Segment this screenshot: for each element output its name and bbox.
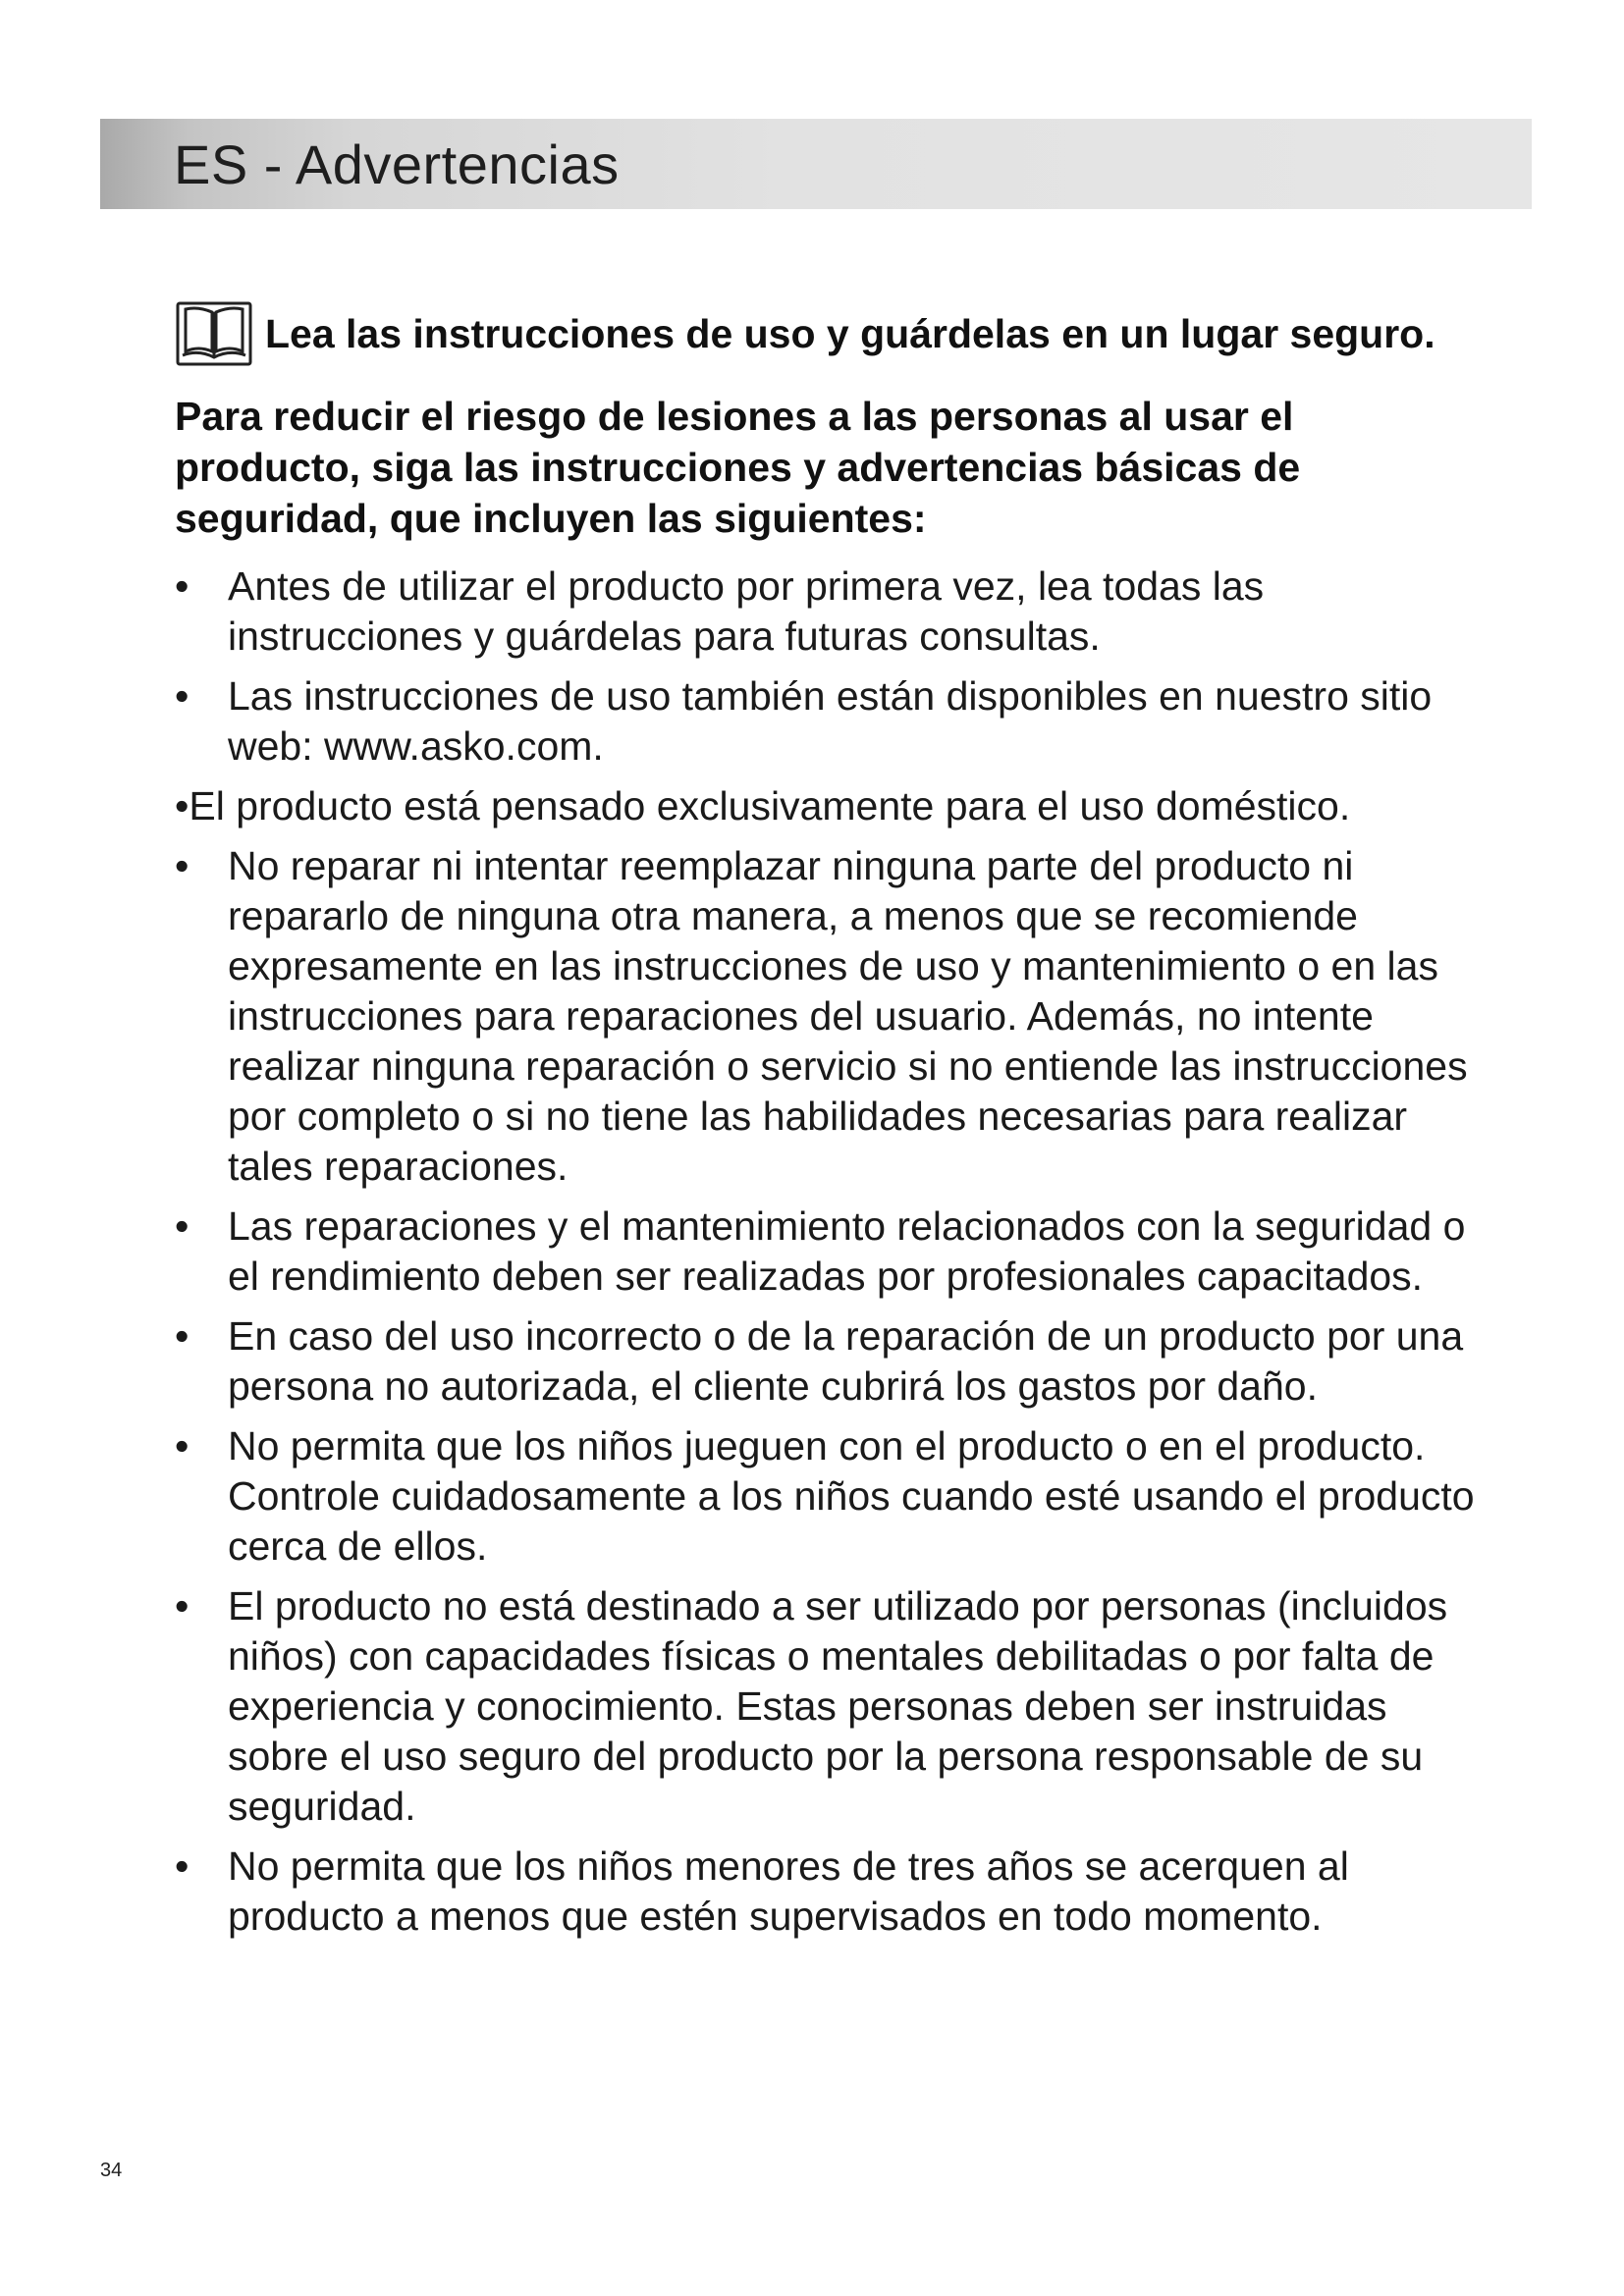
section-title: ES - Advertencias: [174, 133, 620, 195]
bullet-mark: •: [175, 1313, 189, 1359]
bullet-mark: •: [175, 563, 189, 609]
list-item: [175, 1842, 1490, 1942]
list-item: [175, 1311, 1490, 1412]
safety-lead-paragraph: Para reducir el riesgo de lesiones a las personas al usar el producto, siga las instrucciones y advertencias básicas de seguridad, que incluyen las siguientes:: [175, 394, 1301, 541]
list-item: [175, 561, 1490, 662]
list-item-text: Las instrucciones de uso también están disponibles en nuestro sitio web: www.asko.com.: [228, 673, 1433, 769]
list-item: [175, 1201, 1490, 1302]
list-item-text: El producto no está destinado a ser utilizado por personas (incluidos niños) con capacidades físicas o mentales debilitadas o por falta de experiencia y conocimiento. Estas personas deben ser instruidas sobre el uso seguro del producto por la persona responsable de su seguridad.: [228, 1583, 1448, 1829]
list-item-text: En caso del uso incorrecto o de la reparación de un producto por una persona no autorizada, el cliente cubrirá los gastos por daño.: [228, 1313, 1464, 1409]
list-item-text: Antes de utilizar el producto por primera vez, lea todas las instrucciones y guárdelas para futuras consultas.: [228, 563, 1265, 659]
list-item: [175, 781, 1490, 831]
read-instructions-row: [175, 294, 1500, 373]
list-item-text: El producto está pensado exclusivamente para el uso doméstico.: [189, 783, 1351, 828]
bullet-mark: •: [175, 843, 189, 888]
bullet-mark: •: [175, 783, 189, 828]
list-item: [175, 671, 1490, 772]
bullet-mark: •: [175, 1843, 189, 1889]
list-item-text: No permita que los niños menores de tres años se acerquen al producto a menos que estén supervisados en todo momento.: [228, 1843, 1349, 1939]
list-item-text: Las reparaciones y el mantenimiento relacionados con la seguridad o el rendimiento deben ser realizadas por profesionales capacitados.: [228, 1203, 1466, 1299]
bullet-mark: •: [175, 1583, 189, 1629]
warning-list: [175, 561, 1500, 1942]
list-item-text: No reparar ni intentar reemplazar ninguna parte del producto ni repararlo de ninguna otra manera, a menos que se recomiende expresamente en las instrucciones de uso y mantenimiento o en las instrucciones para reparaciones del usuario. Además, no intente realizar ninguna reparación o servicio si no entiende las instrucciones por completo o si no tiene las habilidades necesarias para realizar tales reparaciones.: [228, 843, 1468, 1189]
list-item: [175, 1581, 1490, 1832]
bullet-mark: •: [175, 1203, 189, 1249]
bullet-mark: •: [175, 673, 189, 719]
list-item-text: No permita que los niños jueguen con el producto o en el producto. Controle cuidadosamente a los niños cuando esté usando el producto cerca de ellos.: [228, 1423, 1475, 1569]
list-item: [175, 1421, 1490, 1572]
page-number: 34: [100, 2160, 123, 2181]
section-header: [100, 119, 1532, 209]
bullet-mark: •: [175, 1423, 189, 1468]
book-icon: [175, 300, 253, 367]
warnings-content: [175, 294, 1500, 1951]
list-item: [175, 841, 1490, 1192]
read-instructions-text: Lea las instrucciones de uso y guárdelas en un lugar seguro.: [265, 310, 1435, 356]
